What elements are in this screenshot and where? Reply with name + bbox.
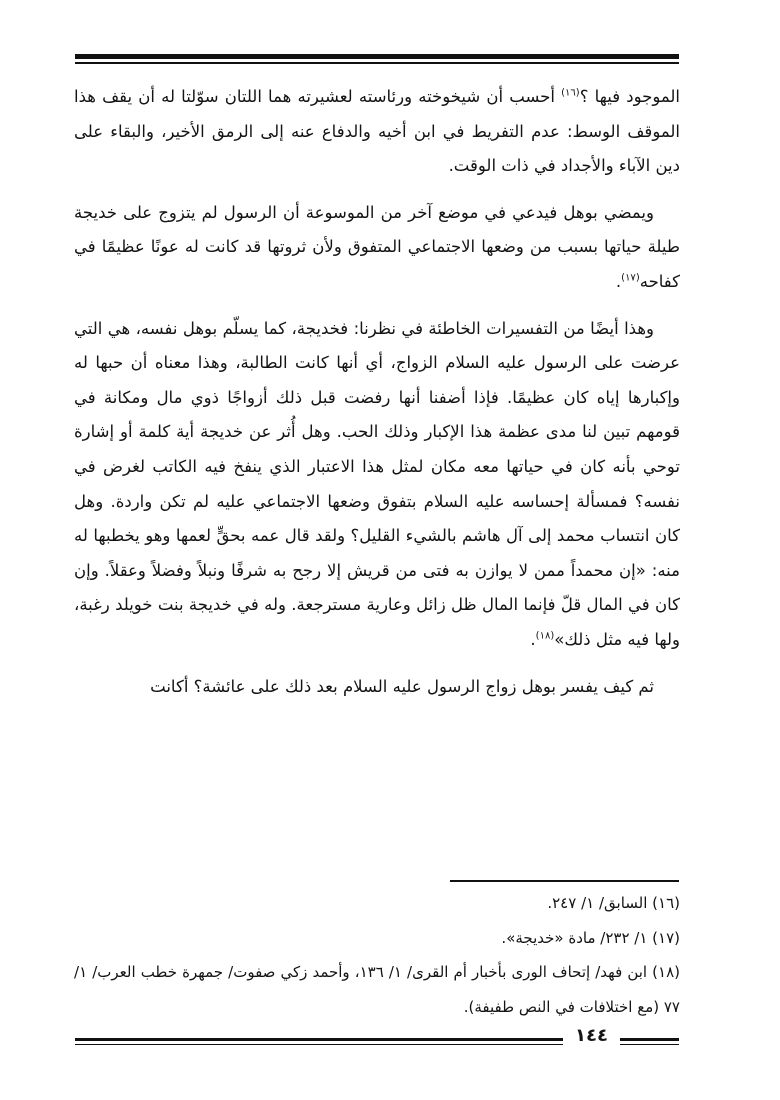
footnote-ref: (١٨) — [535, 630, 555, 642]
header-rule-thick — [75, 54, 679, 59]
main-text — [74, 80, 680, 704]
footer-rule-right-thin — [620, 1044, 679, 1045]
footer-rule-left-thin — [75, 1044, 563, 1045]
footnote-ref: (١٦) — [561, 87, 580, 99]
paragraph: ثم كيف يفسر بوهل زواج الرسول عليه السلام بعد ذلك على عائشة؟ أكانت — [150, 676, 654, 696]
header-rule-thin — [75, 62, 679, 64]
footnote-ref: (١٧) — [621, 272, 640, 284]
paragraph: الموجود فيها ؟$^{(١٦)}$ أحسب أن شيخوخته ورئاسته لعشيرته هما اللتان سوّلتا له أن يقف هذا الموقف الوسط: عدم التفريط في ابن أخيه والدفاع عنه إلى الرمق الأخير، والبقاء على دين الآباء والأجداد في ذات الوقت. — [74, 87, 681, 176]
paragraph: ويمضي بوهل فيدعي في موضع آخر من الموسوعة أن الرسول لم يتزوج على خديجة طيلة حياتها بسبب من وضعها الاجتماعي المتفوق ولأن ثروتها قد كانت له عونًا عظيمًا في كفاحه$^{(١٧)}$. — [74, 202, 680, 291]
page-number: ١٤٤ — [575, 1025, 608, 1046]
footnote: (١٧) ١/ ٢٣٢/ مادة «خديجة». — [501, 928, 680, 947]
footnote: (١٦) السابق/ ١/ ٢٤٧. — [547, 894, 680, 912]
footnote: (١٨) ابن فهد/ إتحاف الورى بأخبار أم القرى/ ١/ ١٣٦، وأحمد زكي صفوت/ جمهرة خطب العرب/ ١/ ٧٧ (مع اختلافات في النص طفيفة). — [74, 963, 681, 1016]
footnotes — [74, 886, 680, 1024]
footnote-separator — [450, 880, 679, 882]
paragraph: وهذا أيضًا من التفسيرات الخاطئة في نظرنا: فخديجة، كما يسلّم بوهل نفسه، هي التي عرضت على الرسول عليه السلام الزواج، أي أنها كانت الطالبة، وهذا معناه أن حبها له وإكبارها إياه كان عظيمًا. فإذا أضفنا أنها رفضت قبل ذلك أزواجًا ذوي مال ومكانة في قومهم تبين لنا مدى عظمة هذا الإكبار وذلك الحب. وهل أُثر عن خديجة أية كلمة أو إشارة توحي بأنه كان في حياتها معه مكان لمثل هذا الاعتبار الذي ينفخ فيه الكاتب لغرض في نفسه؟ فمسألة إحساسه عليه السلام بتفوق وضعها الاجتماعي عليه لم تكن واردة. وهل كان انتساب محمد إلى آل هاشم بالشيء القليل؟ ولقد قال عمه بحقٍّ لعمها وهو يخطبها له منه: «إن محمداً ممن لا يوازن به فتى من قريش إلا رجح به شرفًا ونبلاً وفضلاً وعقلاً. وإن كان في المال قلّ فإنما المال ظل زائل وعارية مسترجعة. وله في خديجة بنت خويلد رغبة، ولها فيه مثل ذلك»$^{(١٨)}$. — [74, 318, 680, 649]
footer-rule-left — [75, 1038, 563, 1041]
footer-rule-right — [620, 1038, 679, 1041]
